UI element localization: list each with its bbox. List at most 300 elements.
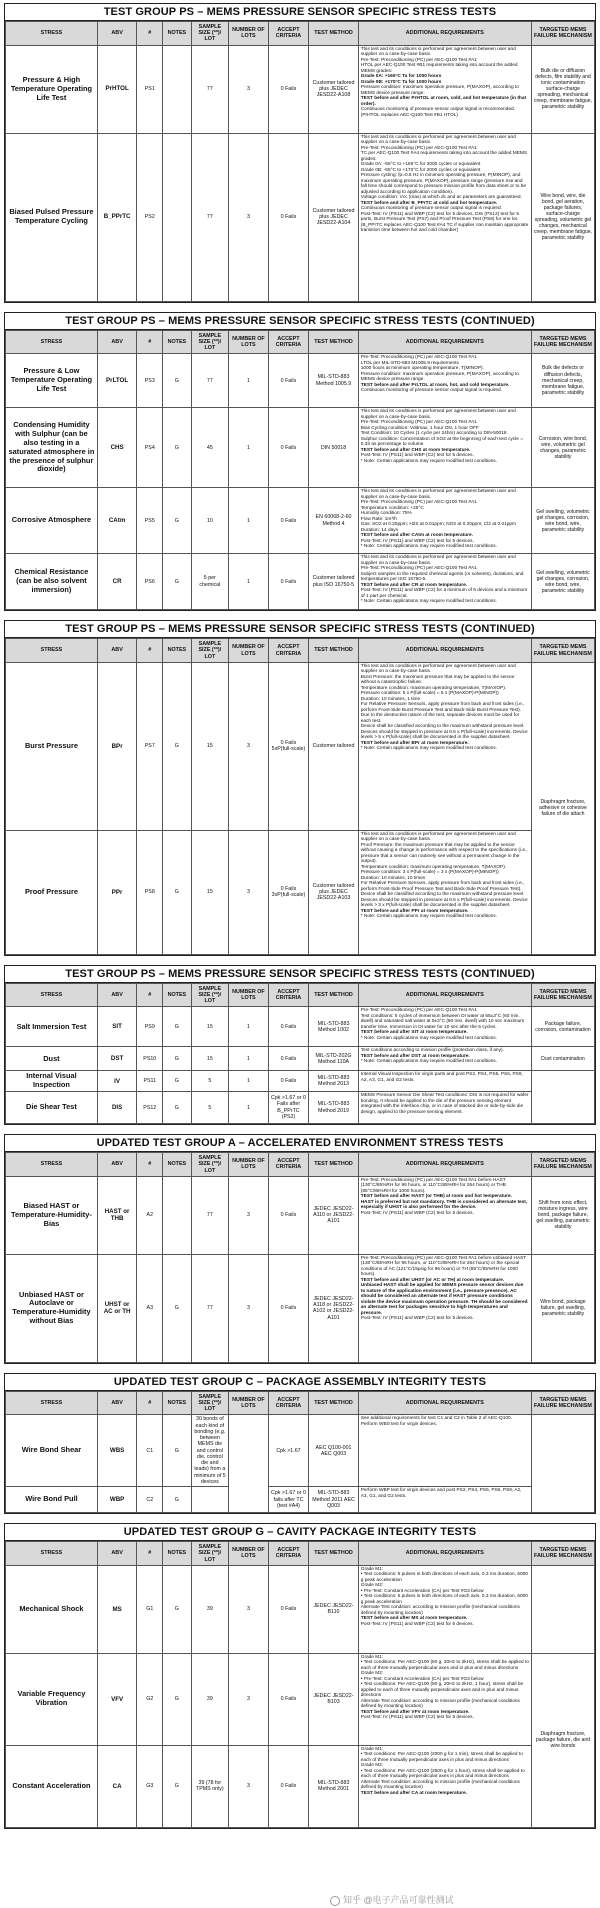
requirement-line: Pressure condition: 3 x P(full-scale) = 3 x (P(MAXOP)-P(MINOP)): [360, 870, 499, 876]
requirement-line: Pressure condition: 5 x P(full-scale) = 5 x (P(MAXOP)-P(MINOP)): [360, 691, 499, 697]
requirement-line: Continuous monitoring of pressure sensor output signal is required.: [360, 388, 503, 394]
sample-size: 77: [191, 354, 229, 408]
column-header: TARGETED MEMS FAILURE MECHANISM: [531, 983, 594, 1007]
requirement-line: Internal Visual Inspection for virgin parts and post PS2, PS4, PS5, PS6, PS9, A2, A3, G1, and G2 tests.: [360, 1072, 523, 1083]
column-header: ADDITIONAL REQUIREMENTS: [358, 639, 531, 663]
column-header: #: [137, 639, 163, 663]
additional-requirements: [358, 1653, 531, 1745]
header-row: [6, 639, 595, 663]
stress-abbreviation: CA: [97, 1745, 136, 1827]
table-row: [6, 1007, 595, 1047]
requirement-line: Duration: 10 minutes, 10 times: [360, 875, 426, 881]
sample-size: 10: [191, 488, 229, 554]
sample-size: 15: [191, 662, 229, 830]
accept-criteria: 0 Fails: [268, 1565, 309, 1653]
accept-criteria: 0 Fails: [268, 408, 309, 488]
column-header: ADDITIONAL REQUIREMENTS: [358, 1542, 531, 1566]
column-header: ABV: [97, 1391, 136, 1415]
number-of-lots: 3: [229, 45, 268, 133]
requirement-line: Post-Test: IV (PS11) and WBP (C2) test for 5 devices.: [360, 1715, 474, 1721]
requirement-line: • Test conditions: 5 pulses in both directions of each axis, 0.3 ms duration, 6000 g peak acceleration: [360, 1572, 528, 1583]
requirement-line: • Pre-Test: Constant Acceleration (CA) per Test #G3 below: [360, 1676, 484, 1682]
additional-requirements: [358, 1487, 531, 1513]
column-header: NUMBER OF LOTS: [229, 1153, 268, 1177]
column-header: TEST METHOD: [309, 983, 358, 1007]
requirement-line: (PrHTOL replaces AEC-Q100 Test #B1 HTOL): [360, 112, 458, 118]
accept-criteria: 0 Fails: [268, 1254, 309, 1362]
test-number: A3: [137, 1254, 163, 1362]
test-number: PS9: [137, 1007, 163, 1047]
sample-size: 77: [191, 45, 229, 133]
test-group: [4, 3, 596, 303]
test-method: JEDEC JESD22-B103: [309, 1653, 358, 1745]
test-number: A2: [137, 1176, 163, 1254]
column-header: ABV: [97, 1542, 136, 1566]
stress-abbreviation: PrLTOL: [97, 354, 136, 408]
test-group: [4, 1373, 596, 1514]
requirement-line: Post-Test: IV (PS11) and WBP (C2) test for 5 devices.: [360, 1316, 474, 1322]
test-group: [4, 1134, 596, 1364]
requirement-line: Grade M2:: [360, 1583, 384, 1589]
header-row: [6, 330, 595, 354]
requirement-line: This test and its conditions is performed per agreement between user and supplier on a case-by-case basis.: [360, 409, 516, 420]
number-of-lots: 1: [229, 488, 268, 554]
requirement-line: * Note: Certain applications may require modified test conditions.: [360, 458, 497, 464]
requirement-line: Grade 0A: -55°C to +165°C for 2000 cycles or equivalent Grade 0B: -55°C to +170°C for 2000 cycles or equivalent: [360, 162, 481, 173]
additional-requirements: [358, 1007, 531, 1047]
stress-abbreviation: CR: [97, 554, 136, 610]
requirement-line: This test and its conditions is performed per agreement between user and supplier on a case-by-case basis.: [360, 663, 516, 675]
additional-requirements: [358, 1071, 531, 1092]
stress-name: Wire Bond Pull: [6, 1487, 98, 1513]
requirement-line: For Relative Pressure Sensors, apply pressure from back and front sides (i.e., perform Front-Side Burst Pressure Test and Back-Side Burst Pressure Test). Due to the destructive nature of the test, separate devices must be used for each test.: [360, 702, 525, 724]
test-method: Customer tailored plus JEDEC JESD22-A104: [309, 133, 358, 301]
table-row: [6, 488, 595, 554]
sample-size: 39: [191, 1653, 229, 1745]
stress-name: Condensing Humidity with Sulphur (can be also testing in a saturated atmosphere in the presence of sulphur dioxide): [6, 408, 98, 488]
stress-name: Pressure & Low Temperature Operating Life Test: [6, 354, 98, 408]
column-header: ACCEPT CRITERIA: [268, 1153, 309, 1177]
stress-abbreviation: CAtm: [97, 488, 136, 554]
requirement-line: 1000 hours at minimum operating temperature, T(MINOP).: [360, 366, 484, 372]
accept-criteria: Cpk >1.67 or 0 Fails after B_PPrTC (PS2): [268, 1092, 309, 1124]
stress-name: Mechanical Shock: [6, 1565, 98, 1653]
stress-name: Unbiased HAST or Autoclave or Temperature-Humidity without Bias: [6, 1254, 98, 1362]
test-table: [5, 638, 595, 955]
notes: [163, 1176, 191, 1254]
table-row: [6, 45, 595, 133]
column-header: TEST METHOD: [309, 330, 358, 354]
test-number: PS11: [137, 1071, 163, 1092]
notes: G: [163, 1047, 191, 1071]
table-row: [6, 830, 595, 954]
stress-name: Pressure & High Temperature Operating Life Test: [6, 45, 98, 133]
column-header: SAMPLE SIZE (**)/ LOT: [191, 1391, 229, 1415]
accept-criteria: 0 Fails: [268, 1176, 309, 1254]
accept-criteria: 0 Fails: [268, 1745, 309, 1827]
column-header: ADDITIONAL REQUIREMENTS: [358, 983, 531, 1007]
requirement-line: Pre-Test: Preconditioning (PC) per AEC-Q100 Test #A1: [360, 57, 477, 63]
requirement-line: Burst Pressure: the maximum pressure that may be applied to the sensor without a catastrophic failure.: [360, 674, 515, 686]
requirement-line: Test Condition: 10 Cycles (1 cycle per 24hrs) according to DIN-50018: [360, 431, 507, 437]
test-method: MIL-STD-883 Method 2011 AEC Q003: [309, 1487, 358, 1513]
column-header: ABV: [97, 639, 136, 663]
table-row: [6, 1487, 595, 1513]
requirement-line: TEST before and after DST at room temperature.: [360, 1053, 470, 1059]
requirement-line: TEST before and after B_PPrTC at cold and hot temperature.: [360, 200, 498, 206]
test-method: MIL-STD-883 Method 2001: [309, 1745, 358, 1827]
requirement-line: Grade M1:: [360, 1746, 384, 1752]
test-number: G3: [137, 1745, 163, 1827]
table-row: [6, 1071, 595, 1092]
sample-size: 15: [191, 1047, 229, 1071]
stress-abbreviation: DST: [97, 1047, 136, 1071]
column-header: ADDITIONAL REQUIREMENTS: [358, 1391, 531, 1415]
requirement-line: See additional requirements for test C1 and C2 in Table 2 of AEC-Q100.: [360, 1416, 512, 1422]
accept-criteria: 0 Fails: [268, 1653, 309, 1745]
stress-name: Dust: [6, 1047, 98, 1071]
additional-requirements: [358, 408, 531, 488]
accept-criteria: 0 Fails: [268, 554, 309, 610]
stress-abbreviation: HAST or THB: [97, 1176, 136, 1254]
requirement-line: Duration: 10 minutes, 1 time: [360, 696, 421, 702]
stress-abbreviation: PrHTOL: [97, 45, 136, 133]
requirement-line: Pre-Test: Preconditioning (PC) per AEC-Q100 Test #A1: [360, 420, 477, 426]
requirement-line: • Pre-Test: Constant Acceleration (CA) per Test #G3 below: [360, 1588, 484, 1594]
accept-criteria: 0 Fails: [268, 133, 309, 301]
number-of-lots: 1: [229, 408, 268, 488]
test-method: AEC Q100-001 AEC Q003: [309, 1415, 358, 1487]
requirement-line: TEST before and after UHST (or AC or TH) at room temperature.: [360, 1277, 505, 1283]
test-method: DIN 50018: [309, 408, 358, 488]
requirement-line: Sulphur condition: Concentration of SO2 at the beginning of each test cycle = 0.33 as percentage to volume: [360, 436, 524, 448]
test-group: [4, 620, 596, 956]
requirement-line: Perform WBP test for virgin devices and post PS2, PS4, PS5, PS6, PS9, A2, A3, G1, and G2 tests.: [360, 1488, 522, 1499]
test-group: [4, 965, 596, 1125]
accept-criteria: 0 Fails: [268, 1007, 309, 1047]
requirement-line: Grade M2:: [360, 1763, 384, 1769]
requirement-line: This test and its conditions is performed per agreement between user and supplier on a case-by-case basis.: [360, 489, 516, 500]
column-header: NUMBER OF LOTS: [229, 22, 268, 46]
requirement-line: This test and its conditions is performed per agreement between user and supplier on a case-by-case basis.: [360, 831, 516, 843]
column-header: ADDITIONAL REQUIREMENTS: [358, 1153, 531, 1177]
test-table: [5, 21, 595, 302]
stress-abbreviation: IV: [97, 1071, 136, 1092]
additional-requirements: [358, 45, 531, 133]
requirement-line: Continuous monitoring of pressure sensor output signal is recommended.: [360, 107, 515, 113]
column-header: TEST METHOD: [309, 1153, 358, 1177]
requirement-line: Flow Rate: 1m³/h: [360, 516, 397, 522]
sample-size: 39: [191, 1565, 229, 1653]
additional-requirements: [358, 1092, 531, 1124]
number-of-lots: 3: [229, 1176, 268, 1254]
sample-size: 15: [191, 830, 229, 954]
group-title: UPDATED TEST GROUP G – CAVITY PACKAGE INTEGRITY TESTS: [5, 1524, 595, 1541]
requirement-line: TEST before and after PrHTOL at room, cold, and hot temperature (in that order).: [360, 96, 527, 107]
requirement-line: Pre-Test: Preconditioning (PC) per AEC-Q100 Test #A1: [360, 566, 477, 572]
table-row: [6, 1415, 595, 1487]
stress-abbreviation: B_PPrTC: [97, 133, 136, 301]
column-header: NOTES: [163, 330, 191, 354]
requirement-line: TEST before and after PPr at room temperature.: [360, 908, 469, 914]
group-title: UPDATED TEST GROUP A – ACCELERATED ENVIRONMENT STRESS TESTS: [5, 1135, 595, 1152]
requirement-line: Pre-Test: Preconditioning (PC) per AEC-Q100 Test #A1: [360, 145, 477, 151]
requirement-line: • Test conditions: 5 pulses in both directions of each axis, 0.3 ms duration, 6000 g peak acceleration: [360, 1594, 528, 1605]
column-header: ABV: [97, 1153, 136, 1177]
requirement-line: * Note: Certain applications may require modified test conditions.: [360, 1059, 497, 1065]
requirement-line: Grade 0A: +165°C Ta for 1000 hours Grade 0B: +170°C Ta for 1000 hours: [360, 74, 442, 85]
stress-abbreviation: MS: [97, 1565, 136, 1653]
requirement-line: Post-Test: IV (PS11) and WBP (C2) for a minimum of 5 devices and a minimum of 1 part per chemical.: [360, 588, 528, 599]
group-title: TEST GROUP PS – MEMS PRESSURE SENSOR SPECIFIC STRESS TESTS (CONTINUED): [5, 966, 595, 983]
column-header: ACCEPT CRITERIA: [268, 1542, 309, 1566]
stress-name: Biased Pulsed Pressure Temperature Cycling: [6, 133, 98, 301]
requirement-line: Pressure cycling: fp=0.5 Hz in minimum operating pressure, P(MINOP), and maximum operating pressure, P(MAXOP), pressure range (pressure rise and fall time should correspond to pressure mission profile from data sheet or to be adjusted according to application condition).: [360, 173, 527, 195]
number-of-lots: 1: [229, 354, 268, 408]
table-row: [6, 1176, 595, 1254]
stress-abbreviation: UHST or AC or TH: [97, 1254, 136, 1362]
requirement-line: This test and its conditions is performed per agreement between user and supplier on a case-by-case basis.: [360, 555, 516, 566]
requirement-line: TEST before and after SIT at room temperature.: [360, 1030, 468, 1036]
requirement-line: This test and its conditions is performed per agreement between user and supplier on a case-by-case basis.: [360, 134, 516, 146]
table-row: [6, 354, 595, 408]
additional-requirements: [358, 554, 531, 610]
sample-size: 45: [191, 408, 229, 488]
column-header: #: [137, 22, 163, 46]
column-header: ACCEPT CRITERIA: [268, 22, 309, 46]
column-header: TARGETED MEMS FAILURE MECHANISM: [531, 1542, 594, 1566]
requirement-line: TEST before and after CA at room temperature.: [360, 1790, 467, 1796]
stress-name: Variable Frequency Vibration: [6, 1653, 98, 1745]
group-title: UPDATED TEST GROUP C – PACKAGE ASSEMBLY INTEGRITY TESTS: [5, 1374, 595, 1391]
stress-name: Corrosive Atmosphere: [6, 488, 98, 554]
table-row: [6, 1653, 595, 1745]
requirement-line: Grade M1:: [360, 1566, 384, 1572]
requirement-line: Alternate Test condition: according to mission profile (mechanical conditions defined by mounting location): [360, 1605, 520, 1616]
table-row: [6, 1745, 595, 1827]
group-title: TEST GROUP PS – MEMS PRESSURE SENSOR SPECIFIC STRESS TESTS (CONTINUED): [5, 621, 595, 638]
requirement-line: TEST before and after VFV at room temperature.: [360, 1709, 470, 1715]
stress-name: Die Shear Test: [6, 1092, 98, 1124]
watermark-logo-icon: [330, 1896, 340, 1906]
number-of-lots: 3: [229, 1565, 268, 1653]
requirement-line: Humidity condition: 75%: [360, 511, 412, 517]
requirement-line: * Note: Certain applications may require modified test conditions.: [360, 544, 497, 550]
requirement-line: • Test conditions: Per AEC-Q100 (50 g, 20Hz to 2kHz), stress shall be applied to each of three mutually perpendicular axes and in plus and minus directions: [360, 1660, 529, 1671]
column-header: TEST METHOD: [309, 22, 358, 46]
requirement-line: Continuous monitoring of pressure sensor output signal is required.: [360, 206, 503, 212]
test-number: C1: [137, 1415, 163, 1487]
notes: G: [163, 1092, 191, 1124]
column-header: STRESS: [6, 1153, 98, 1177]
accept-criteria: 0 Fails: [268, 354, 309, 408]
test-method: EN 60068-2-60 Method 4: [309, 488, 358, 554]
failure-mechanism: Bulk die or diffusion defects, film stability and ionic contamination surface-charge spreading, mechanical creep, membrane fatigue, parametric stability: [531, 45, 594, 133]
requirement-line: Perform WBS test for virgin devices.: [360, 1421, 438, 1427]
requirement-line: Bias Cycling condition: Vddmax, 1 hour ON, 1 hour OFF: [360, 425, 479, 431]
accept-criteria: 0 Fails: [268, 1071, 309, 1092]
number-of-lots: 1: [229, 554, 268, 610]
column-header: STRESS: [6, 1391, 98, 1415]
accept-criteria: 0 Fails 3xP(full-scale): [268, 830, 309, 954]
column-header: STRESS: [6, 1542, 98, 1566]
table-row: [6, 1254, 595, 1362]
column-header: ABV: [97, 22, 136, 46]
sample-size: 5: [191, 1071, 229, 1092]
column-header: NOTES: [163, 22, 191, 46]
requirement-line: TEST before and after CAtm at room temperature.: [360, 533, 473, 539]
requirement-line: (B_PPrTC replaces AEC-Q100 Test #A4 TC if supplier can maintain appropriate transition time between hot and cold chamber): [360, 222, 529, 234]
sample-size: 77: [191, 1254, 229, 1362]
requirement-line: TEST before and after MS at room temperature.: [360, 1616, 468, 1622]
column-header: #: [137, 1153, 163, 1177]
additional-requirements: [358, 1745, 531, 1827]
requirement-line: • Test conditions: Per AEC-Q100 (50 g, 20Hz to 2kHz, 1 hour), stress shall be applied to each of three mutually perpendicular axes and in plus and minus directions: [360, 1682, 524, 1699]
requirement-line: TEST before and after BPr at room temperature.: [360, 740, 469, 746]
failure-mechanism: Corrosion, wire bond, wire, volumetric gel changes, parametric stability: [531, 408, 594, 488]
column-header: NOTES: [163, 1153, 191, 1177]
sample-size: 15: [191, 1007, 229, 1047]
sample-size: 39 (78 for TPMS only): [191, 1745, 229, 1827]
header-row: [6, 22, 595, 46]
requirement-line: Post-Test: IV (PS11) and WBP (C2) test for 5 devices.: [360, 453, 474, 459]
column-header: TARGETED MEMS FAILURE MECHANISM: [531, 1153, 594, 1177]
stress-name: Chemical Resistance (can be also solvent immersion): [6, 554, 98, 610]
table-row: [6, 554, 595, 610]
column-header: #: [137, 330, 163, 354]
failure-mechanism: Bulk die defects or diffusion defects, mechanical creep, membrane fatigue, parametric stability: [531, 354, 594, 408]
number-of-lots: [229, 1415, 268, 1513]
column-header: SAMPLE SIZE (**)/ LOT: [191, 639, 229, 663]
column-header: SAMPLE SIZE (**)/ LOT: [191, 22, 229, 46]
requirement-line: * Note: Certain applications may require modified test conditions.: [360, 746, 497, 752]
stress-abbreviation: WBP: [97, 1487, 136, 1513]
additional-requirements: [358, 662, 531, 830]
notes: G: [163, 1565, 191, 1653]
failure-mechanism: [531, 1071, 594, 1124]
requirement-line: Temperature condition: maximum operating temperature, T(MAXOP).: [360, 685, 507, 691]
stress-abbreviation: WBS: [97, 1415, 136, 1487]
test-group: [4, 312, 596, 612]
notes: G: [163, 1415, 191, 1487]
sample-size: [191, 1487, 229, 1513]
column-header: STRESS: [6, 639, 98, 663]
column-header: SAMPLE SIZE (**)/ LOT: [191, 983, 229, 1007]
test-method: MIL-STD-883 Method 1002: [309, 1007, 358, 1047]
number-of-lots: 3: [229, 133, 268, 301]
requirement-line: Device shall be classified according to the maximum withstand pressure level. Devices should be stepped in pressure at 0.5 x P(full-scale) increments. Device levels > 5 x P(full-scale) shall be documented in the supplier datasheet.: [360, 724, 528, 741]
test-number: C2: [137, 1487, 163, 1513]
failure-mechanism: Dust contamination: [531, 1047, 594, 1071]
test-number: PS8: [137, 830, 163, 954]
additional-requirements: [358, 354, 531, 408]
group-title: TEST GROUP PS – MEMS PRESSURE SENSOR SPECIFIC STRESS TESTS (CONTINUED): [5, 313, 595, 330]
column-header: NUMBER OF LOTS: [229, 1542, 268, 1566]
requirement-line: Subject samples to the required chemical agents (or solvents), durations, and temperatures per ISO 16750-5.: [360, 571, 524, 583]
notes: G: [163, 1071, 191, 1092]
notes: [163, 133, 191, 301]
header-row: [6, 1153, 595, 1177]
stress-name: Proof Pressure: [6, 830, 98, 954]
column-header: NOTES: [163, 983, 191, 1007]
column-header: ACCEPT CRITERIA: [268, 983, 309, 1007]
accept-criteria: 0 Fails: [268, 1047, 309, 1071]
requirement-line: For Relative Pressure Sensors, apply pressure from back and front sides (i.e., perform Front-Side Proof Pressure Test and Back-Side Proof Pressure Test).: [360, 881, 525, 892]
number-of-lots: 3: [229, 830, 268, 954]
number-of-lots: 1: [229, 1007, 268, 1047]
requirement-line: TEST before and after CHS at room temperature.: [360, 447, 471, 453]
requirement-line: Grade M2:: [360, 1671, 384, 1677]
requirement-line: HAST is preferred but not mandatory. THB is considered an alternate test, especially if UHST is also performed for the device.: [360, 1199, 528, 1211]
requirement-line: Post-Test: IV (PS11) and WBP (C2) test for 5 devices, DIS (PS12) test for 5 parts, Burst Pressure Test (PS7) and Proof Pressure Test (PS8) for one lot.: [360, 211, 519, 223]
requirement-line: * Note: Certain applications may require modified test conditions.: [360, 914, 497, 920]
test-method: MIL-STD-883 Method 2013: [309, 1071, 358, 1092]
test-number: PS2: [137, 133, 163, 301]
column-header: NOTES: [163, 1542, 191, 1566]
additional-requirements: [358, 488, 531, 554]
column-header: ABV: [97, 330, 136, 354]
accept-criteria: Cpk >1.67 or 0 fails after TC (test #A4): [268, 1487, 309, 1513]
requirement-line: Device shall be classified according to the maximum withstand pressure level. Devices should be stepped in pressure at 0.5 x P(full-scale) increments. Device levels > 3 x P(full-scale) shall be documented in the supplier datasheet.: [360, 892, 528, 909]
accept-criteria: 0 Fails: [268, 45, 309, 133]
column-header: STRESS: [6, 22, 98, 46]
requirement-line: Grade M1:: [360, 1654, 384, 1660]
header-row: [6, 983, 595, 1007]
column-header: ADDITIONAL REQUIREMENTS: [358, 330, 531, 354]
group-title: TEST GROUP PS – MEMS PRESSURE SENSOR SPECIFIC STRESS TESTS: [5, 4, 595, 21]
column-header: NUMBER OF LOTS: [229, 983, 268, 1007]
requirement-line: Post-Test: IV (PS11) and WBP (C2) test for 5 devices.: [360, 1210, 474, 1216]
number-of-lots: 1: [229, 1092, 268, 1124]
requirement-line: Pressure condition: maximum operation pressure, P(MAXOP), according to MEMS device pressure range.: [360, 85, 519, 96]
failure-mechanism: [531, 1565, 594, 1653]
table-row: [6, 1092, 595, 1124]
notes: G: [163, 1007, 191, 1047]
failure-mechanism: Wire bond, wire, die bond, gel aeration, package failures, surface-charge spreading, volumetric gel changes, mechanical creep, membrane fatigue, parametric stability: [531, 133, 594, 301]
requirement-line: TEST before and after HAST (or THB) at room and hot temperature.: [360, 1194, 512, 1200]
number-of-lots: 3: [229, 662, 268, 830]
requirement-line: Duration: 14 days: [360, 527, 398, 533]
test-table: [5, 330, 595, 611]
requirement-line: LTOL per MIL-STD-883 M1005.9 requirements: [360, 360, 459, 366]
test-number: PS1: [137, 45, 163, 133]
requirement-line: Pre-Test: Preconditioning (PC) per AEC-Q100 Test #A1 before HAST (130°C/85%RH for 96 hours, or 110°C/85%RH for 264 hours) or THB (85°C/85%RH for 1000 hours).: [360, 1177, 506, 1194]
test-number: PS7: [137, 662, 163, 830]
test-table: [5, 1152, 595, 1363]
requirement-line: • Test conditions: Per AEC-Q100 (2000 g for 1 min), stress shall be applied to each of three mutually perpendicular axes in plus and minus directions: [360, 1752, 523, 1763]
requirement-line: MEMS Pressure Sensor Die Shear Test conditions: DIS is not required for wafer bonding. It should be applied to the die of the pressure sensing element integrated with the interface chip, or in case of stacked die or side-by-side die design, applied to the pressure sensing element.: [360, 1093, 529, 1115]
column-header: NUMBER OF LOTS: [229, 1391, 268, 1415]
test-method: Customer tailored plus ISO 16750-5: [309, 554, 358, 610]
sample-size: 5: [191, 1092, 229, 1124]
number-of-lots: 3: [229, 1745, 268, 1827]
stress-abbreviation: SIT: [97, 1007, 136, 1047]
column-header: ACCEPT CRITERIA: [268, 330, 309, 354]
requirement-line: * Note: Certain applications may require modified test conditions.: [360, 1035, 497, 1041]
stress-abbreviation: PPr: [97, 830, 136, 954]
requirement-line: • Test conditions: Per AEC-Q100 (2500 g for 1 hour), stress shall be applied to each of three mutually perpendicular axes in plus and minus directions: [360, 1768, 525, 1780]
failure-mechanism: Wire bond, package failure, gel swelling, parametric stability: [531, 1254, 594, 1362]
stress-abbreviation: BPr: [97, 662, 136, 830]
additional-requirements: [358, 830, 531, 954]
notes: G: [163, 1254, 191, 1362]
additional-requirements: [358, 1415, 531, 1487]
stress-name: Wire Bond Shear: [6, 1415, 98, 1487]
number-of-lots: 1: [229, 1071, 268, 1092]
requirement-line: Pressure condition: maximum operation pressure, P(MAXOP), according to MEMS device pressure range.: [360, 371, 519, 383]
column-header: TEST METHOD: [309, 639, 358, 663]
notes: [163, 45, 191, 133]
